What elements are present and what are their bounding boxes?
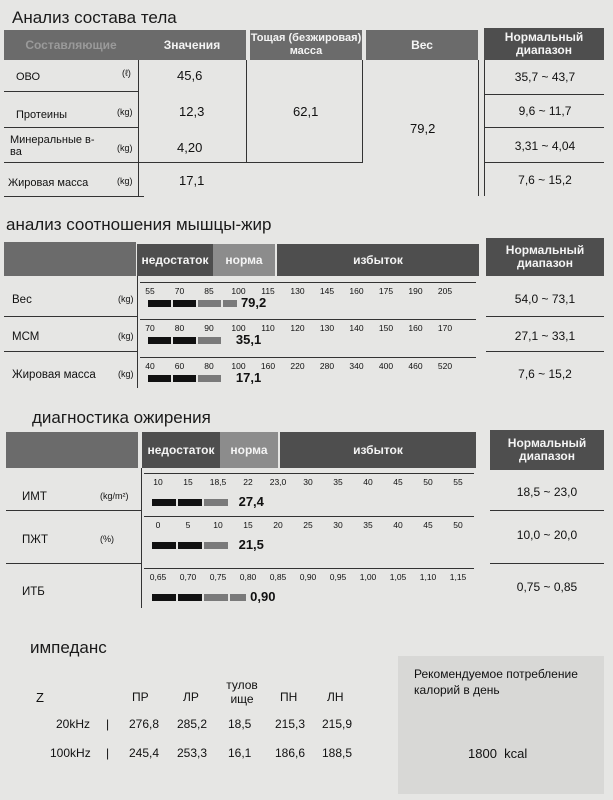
mf-header-blank — [4, 242, 136, 276]
gauge-scale-line — [140, 357, 476, 358]
impedance-value: 215,9 — [322, 717, 353, 731]
gauge-tick-label: 35 — [333, 477, 343, 487]
gauge-tick-label: 115 — [261, 286, 275, 296]
gauge-scale-line — [144, 568, 474, 569]
gauge-bar-segment — [178, 499, 202, 506]
mf-header-over: избыток — [277, 244, 479, 276]
gauge-tick-label: 0,75 — [209, 572, 227, 582]
gauge-tick-label: 140 — [349, 323, 364, 333]
composition-row-label: Минеральные в-ва — [10, 134, 95, 158]
composition-header-weight: Вес — [366, 30, 478, 60]
gauge-tick-label: 22 — [243, 477, 253, 487]
impedance-value: 285,2 — [177, 717, 208, 731]
composition-row-value: 45,6 — [177, 68, 203, 83]
gauge-bar-segment — [152, 499, 176, 506]
gauge-bar-value: 0,90 — [250, 589, 276, 604]
gauge-tick-label: 1,10 — [419, 572, 437, 582]
gauge-tick-label: 20 — [273, 520, 283, 530]
composition-row-value: 17,1 — [179, 173, 205, 188]
gauge-row-label: ИТБ — [22, 586, 45, 598]
gauge-scale-line — [144, 516, 474, 517]
gauge-row-unit: (kg) — [118, 331, 134, 341]
gauge-tick-label: 15 — [183, 477, 193, 487]
gauge-bar-segment — [178, 542, 202, 549]
composition-row-unit: (ℓ) — [122, 68, 131, 78]
mf-header-norm: норма — [213, 244, 275, 276]
gauge-bar-segment — [152, 594, 176, 601]
impedance-value: 276,8 — [129, 717, 160, 731]
composition-row-unit: (kg) — [117, 107, 133, 117]
gauge-tick-label: 160 — [349, 286, 364, 296]
gauge-bar-value: 79,2 — [240, 295, 267, 310]
impedance-sep: | — [106, 746, 110, 760]
gauge-tick-label: 1,00 — [359, 572, 377, 582]
gauge-bar-segment — [148, 300, 171, 307]
impedance-header-la: ЛР — [183, 690, 199, 704]
gauge-bar-segment — [198, 337, 221, 344]
gauge-tick-label: 220 — [290, 361, 305, 371]
gauge-row-label: ИМТ — [22, 491, 47, 503]
calories-value: 1800 kcal — [468, 746, 528, 761]
gauge-tick-label: 205 — [437, 286, 453, 296]
composition-row-value: 4,20 — [177, 140, 203, 155]
ob-header-norm: норма — [220, 432, 278, 468]
composition-row-unit: (kg) — [117, 143, 133, 153]
impedance-value: 245,4 — [129, 746, 160, 760]
gauge-normal-range: 0,75 ~ 0,85 — [516, 580, 578, 594]
gauge-tick-label: 15 — [243, 520, 253, 530]
gauge-tick-label: 520 — [437, 361, 453, 371]
gauge-tick-label: 35 — [363, 520, 373, 530]
lean-mass-value: 62,1 — [293, 104, 319, 119]
gauge-row-unit: (kg) — [118, 369, 134, 379]
impedance-value: 186,6 — [275, 746, 306, 760]
composition-row-label: Протеины — [16, 109, 68, 121]
gauge-tick-label: 150 — [378, 323, 394, 333]
gauge-tick-label: 100 — [231, 361, 246, 371]
gauge-bar-segment — [173, 375, 196, 382]
gauge-tick-label: 170 — [437, 323, 453, 333]
gauge-tick-label: 10 — [153, 477, 163, 487]
composition-row-range: 35,7 ~ 43,7 — [514, 70, 576, 84]
ob-header-normal: Нормальный диапазон — [490, 430, 604, 470]
ob-header-under: недостаток — [142, 432, 220, 468]
gauge-tick-label: 60 — [174, 361, 185, 371]
gauge-tick-label: 90 — [204, 323, 214, 333]
gauge-tick-label: 190 — [408, 286, 423, 296]
gauge-row-unit: (kg) — [118, 294, 134, 304]
gauge-tick-label: 40 — [145, 361, 155, 371]
obesity-title: диагностика ожирения — [32, 408, 211, 427]
gauge-bar-segment — [204, 499, 228, 506]
gauge-bar-segment — [152, 542, 176, 549]
composition-row-label: Жировая масса — [8, 177, 89, 189]
impedance-freq: 20kHz — [56, 717, 91, 731]
impedance-value: 188,5 — [322, 746, 353, 760]
composition-title: Анализ состава тела — [12, 8, 177, 27]
impedance-value: 215,3 — [275, 717, 306, 731]
composition-row-range: 3,31 ~ 4,04 — [514, 139, 576, 153]
gauge-tick-label: 400 — [378, 361, 394, 371]
impedance-header-ll: ЛН — [327, 690, 344, 704]
gauge-bar-segment — [204, 594, 228, 601]
gauge-row-label: Жировая масса — [12, 369, 96, 381]
gauge-tick-label: 40 — [363, 477, 373, 487]
gauge-tick-label: 30 — [333, 520, 343, 530]
gauge-bar-segment — [178, 594, 202, 601]
gauge-bar-segment — [230, 594, 246, 601]
gauge-tick-label: 70 — [145, 323, 155, 333]
impedance-header-ra: ПР — [132, 690, 149, 704]
gauge-tick-label: 50 — [423, 477, 433, 487]
gauge-tick-label: 0,95 — [329, 572, 347, 582]
gauge-tick-label: 1,15 — [449, 572, 467, 582]
gauge-tick-label: 25 — [303, 520, 313, 530]
gauge-tick-label: 460 — [408, 361, 423, 371]
gauge-row-unit: (%) — [100, 534, 114, 544]
gauge-tick-label: 160 — [260, 361, 276, 371]
gauge-tick-label: 10 — [213, 520, 223, 530]
gauge-tick-label: 80 — [204, 361, 214, 371]
gauge-row-unit: (kg/m²) — [100, 491, 129, 501]
gauge-tick-label: 0,85 — [269, 572, 287, 582]
gauge-tick-label: 0,80 — [239, 572, 257, 582]
gauge-tick-label: 130 — [290, 286, 305, 296]
gauge-tick-label: 100 — [231, 286, 246, 296]
gauge-tick-label: 0,65 — [149, 572, 167, 582]
ob-header-over: избыток — [280, 432, 476, 468]
composition-row-value: 12,3 — [179, 104, 205, 119]
calories-label: Рекомендуемое потребление калорий в день — [414, 667, 578, 697]
gauge-tick-label: 175 — [378, 286, 394, 296]
gauge-row-label: МСМ — [12, 331, 40, 343]
composition-row-range: 7,6 ~ 15,2 — [518, 173, 572, 187]
gauge-tick-label: 340 — [349, 361, 364, 371]
gauge-normal-range: 54,0 ~ 73,1 — [514, 292, 576, 306]
composition-header-components: Составляющие — [4, 30, 138, 60]
gauge-normal-range: 7,6 ~ 15,2 — [518, 367, 572, 381]
impedance-header-trunk: тулов ище — [226, 678, 258, 706]
gauge-bar-segment — [148, 337, 171, 344]
gauge-tick-label: 5 — [185, 520, 191, 530]
gauge-tick-label: 280 — [319, 361, 335, 371]
impedance-value: 253,3 — [177, 746, 208, 760]
gauge-bar-segment — [223, 300, 237, 307]
gauge-tick-label: 0 — [155, 520, 161, 530]
calories-box — [398, 656, 604, 794]
gauge-tick-label: 50 — [453, 520, 463, 530]
composition-row-unit: (kg) — [117, 176, 133, 186]
gauge-tick-label: 40 — [393, 520, 403, 530]
gauge-tick-label: 55 — [145, 286, 155, 296]
gauge-row-label: ПЖТ — [22, 534, 49, 546]
gauge-tick-label: 45 — [423, 520, 433, 530]
ob-header-blank — [6, 432, 138, 468]
gauge-bar-segment — [173, 337, 196, 344]
gauge-tick-label: 30 — [303, 477, 313, 487]
impedance-header-z: Z — [36, 690, 44, 705]
gauge-bar-value: 21,5 — [238, 537, 264, 552]
gauge-tick-label: 85 — [204, 286, 214, 296]
gauge-bar-segment — [204, 542, 228, 549]
gauge-tick-label: 130 — [319, 323, 335, 333]
gauge-tick-label: 18,5 — [209, 477, 227, 487]
gauge-tick-label: 120 — [290, 323, 305, 333]
composition-row-range: 9,6 ~ 11,7 — [518, 104, 572, 118]
gauge-tick-label: 45 — [393, 477, 403, 487]
gauge-tick-label: 55 — [453, 477, 463, 487]
composition-header-normal: Нормальный диапазон — [484, 28, 604, 60]
gauge-normal-range: 10,0 ~ 20,0 — [516, 528, 578, 542]
impedance-title: импеданс — [30, 638, 107, 657]
gauge-tick-label: 160 — [408, 323, 423, 333]
impedance-value: 16,1 — [228, 746, 252, 760]
gauge-tick-label: 1,05 — [389, 572, 407, 582]
gauge-bar-segment — [148, 375, 171, 382]
mf-header-normal: Нормальный диапазон — [486, 238, 604, 276]
weight-value: 79,2 — [410, 121, 436, 136]
composition-header-lean: Тощая (безжировая) масса — [250, 30, 362, 60]
impedance-value: 18,5 — [228, 717, 252, 731]
gauge-tick-label: 100 — [231, 323, 246, 333]
gauge-tick-label: 0,90 — [299, 572, 317, 582]
gauge-tick-label: 145 — [319, 286, 335, 296]
gauge-bar-segment — [173, 300, 196, 307]
impedance-header-rl: ПН — [280, 690, 298, 704]
gauge-bar-segment — [198, 300, 221, 307]
gauge-row-label: Вес — [12, 294, 32, 306]
gauge-tick-label: 70 — [174, 286, 185, 296]
gauge-scale-line — [144, 473, 474, 474]
gauge-bar-value: 35,1 — [235, 332, 262, 347]
impedance-sep: | — [106, 717, 110, 731]
gauge-tick-label: 110 — [261, 323, 275, 333]
gauge-scale-line — [140, 282, 476, 283]
gauge-bar-value: 17,1 — [235, 370, 262, 385]
gauge-tick-label: 23,0 — [269, 477, 287, 487]
gauge-bar-value: 27,4 — [238, 494, 264, 509]
gauge-bar-segment — [198, 375, 221, 382]
composition-header-values: Значения — [138, 30, 246, 60]
gauge-normal-range: 27,1 ~ 33,1 — [514, 329, 576, 343]
muscle-fat-title: анализ соотношения мышцы-жир — [6, 215, 272, 234]
gauge-tick-label: 0,70 — [179, 572, 197, 582]
gauge-tick-label: 80 — [174, 323, 185, 333]
mf-header-under: недостаток — [137, 244, 213, 276]
gauge-scale-line — [140, 319, 476, 320]
impedance-freq: 100kHz — [50, 746, 91, 760]
gauge-normal-range: 18,5 ~ 23,0 — [516, 485, 578, 499]
composition-row-label: ОВО — [16, 71, 41, 83]
